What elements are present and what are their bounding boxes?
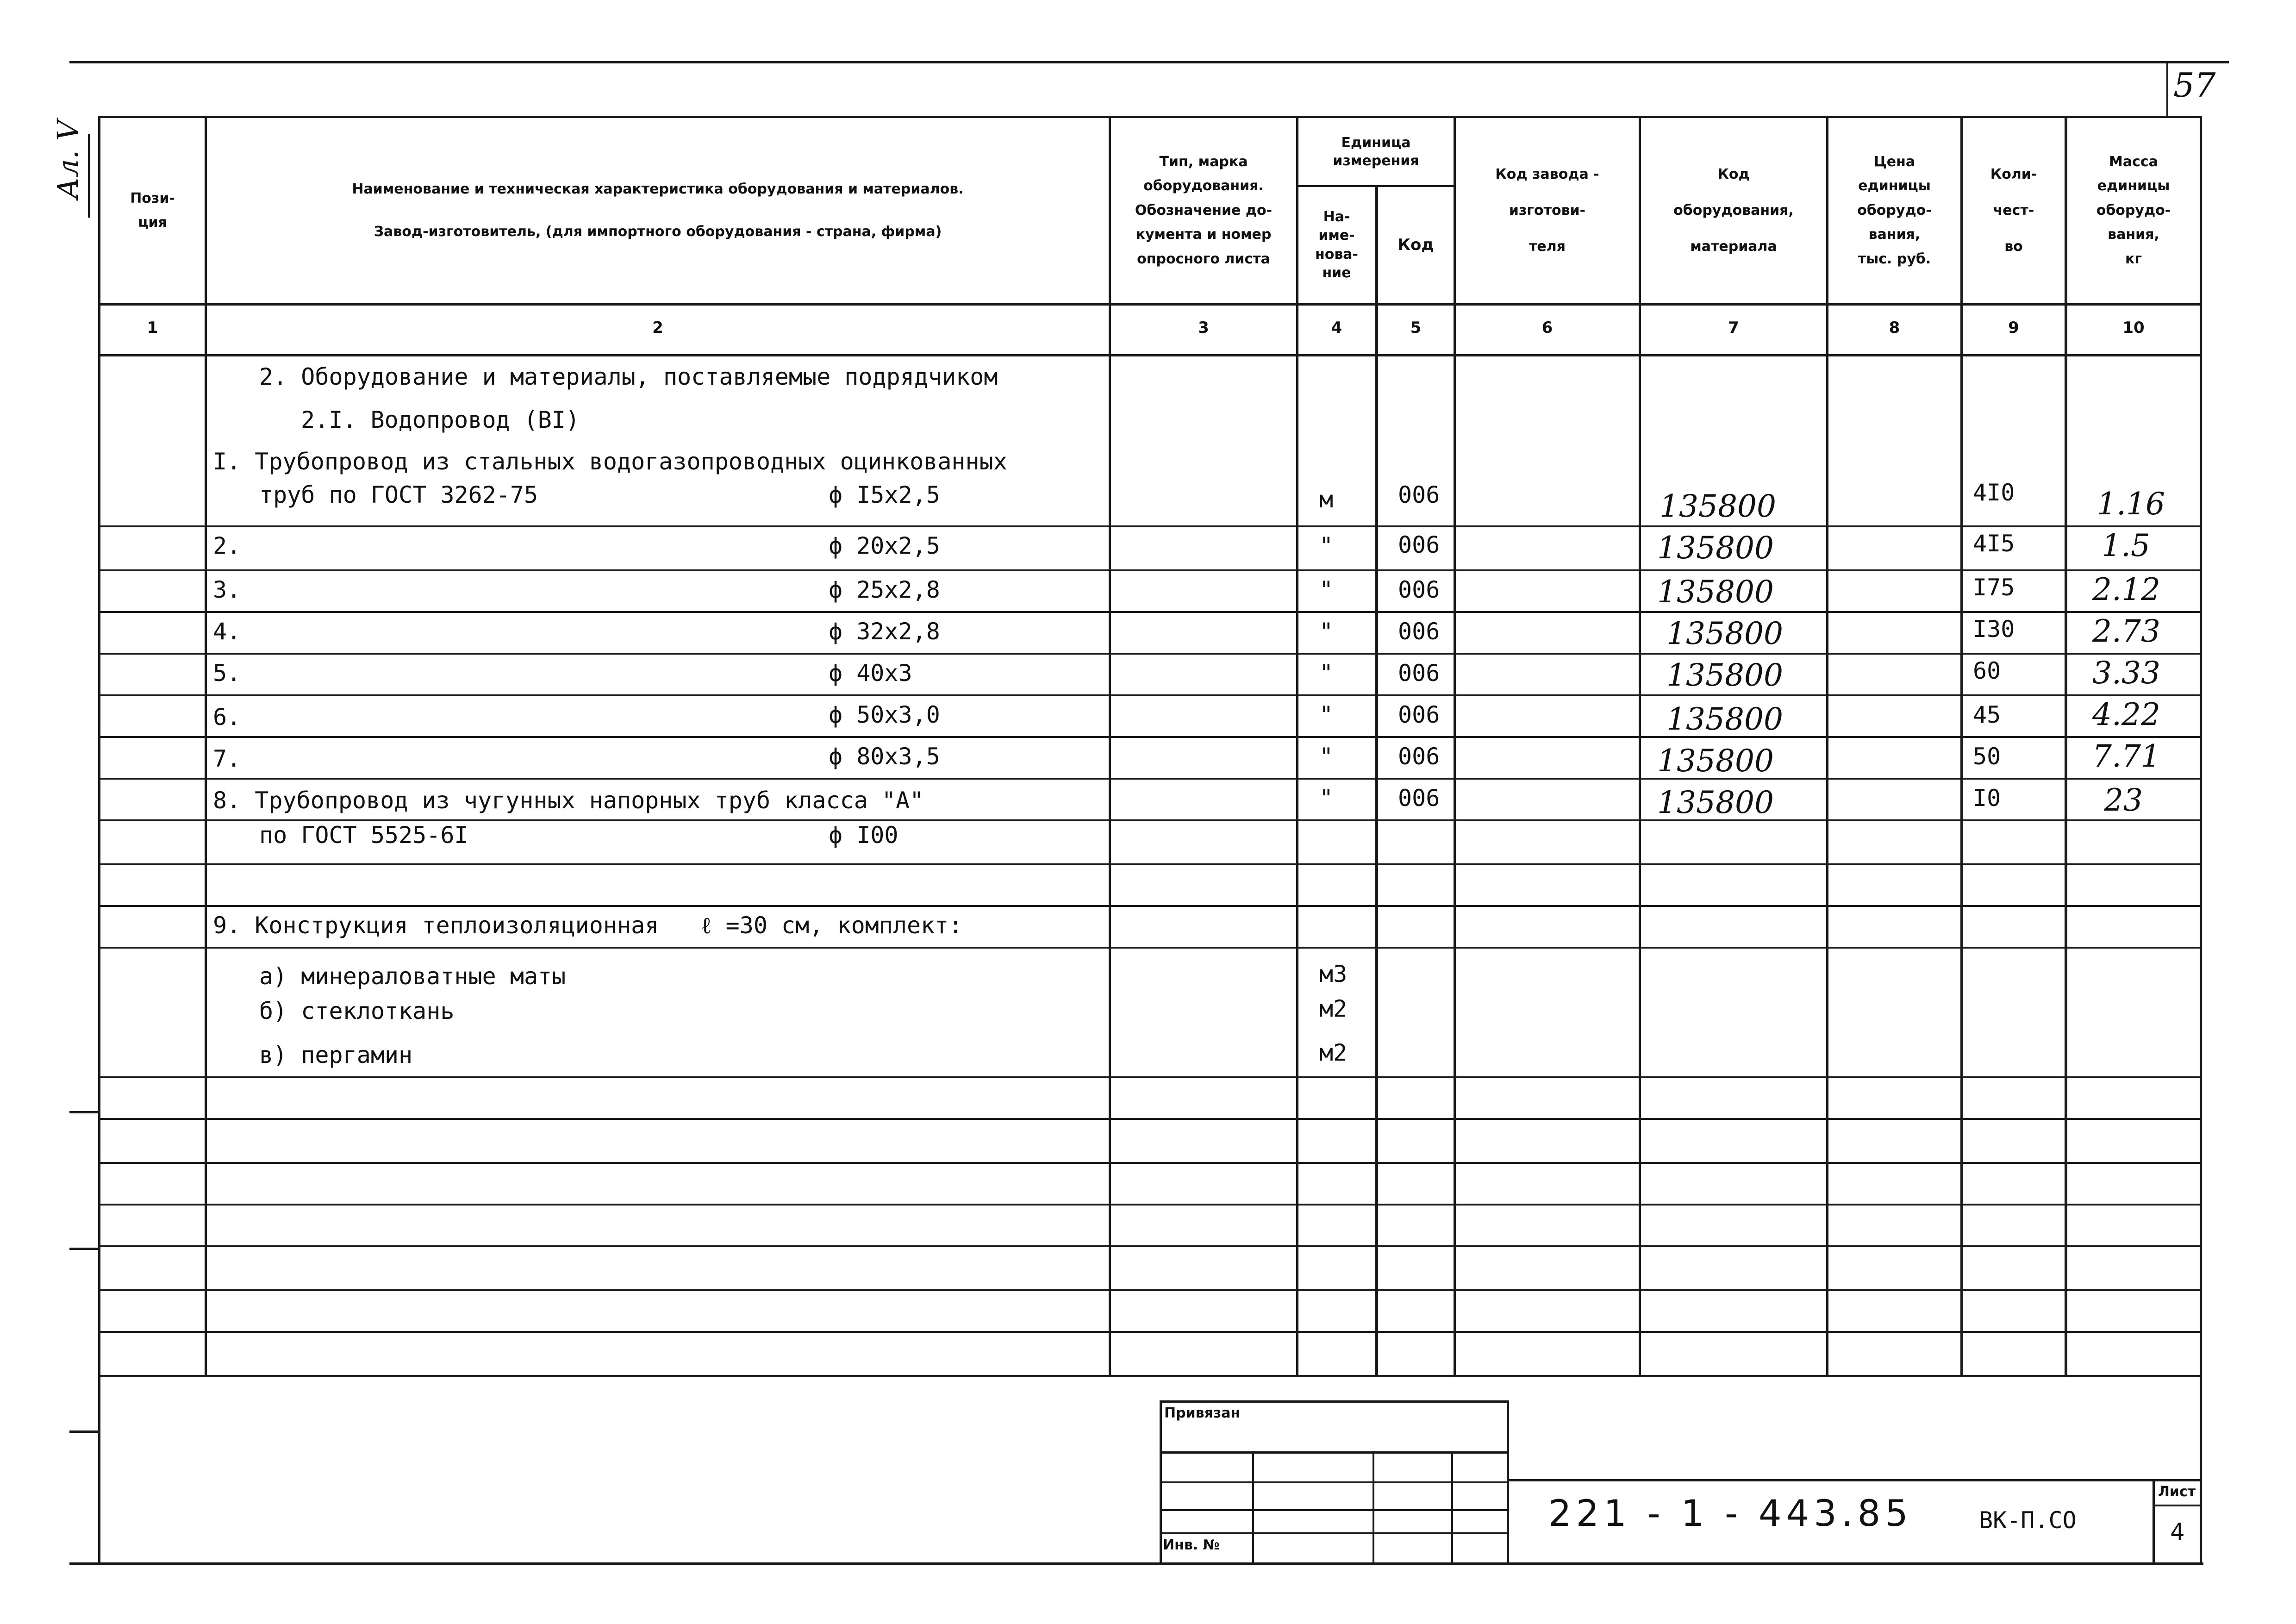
sheet-label: Лист <box>2158 1484 2196 1500</box>
row-line <box>98 1204 2202 1206</box>
header-bottom-rule <box>98 303 2202 306</box>
row-line <box>98 819 2202 821</box>
column-number: 3 <box>1198 319 1209 337</box>
row-name: труб по ГОСТ 3262-75 <box>259 481 538 508</box>
corner-box-left <box>2166 63 2168 116</box>
header-quantity: Коли- чест- во <box>1990 166 2037 255</box>
side-note: Ал. V <box>51 120 85 199</box>
row-code: 006 <box>1398 743 1440 770</box>
stamp-line <box>1160 1481 1509 1483</box>
header-name-line2: Завод-изготовитель, (для импортного оборудования - страна, фирма) <box>374 224 942 240</box>
col-line <box>1960 116 1963 1377</box>
row-line <box>98 569 2202 571</box>
row-unit: " <box>1319 785 1334 812</box>
header-factory-code: Код завода - изготови- теля <box>1495 166 1599 255</box>
row-line <box>98 1076 2202 1078</box>
row-quantity: 4I0 <box>1973 479 2015 506</box>
column-number: 10 <box>2122 319 2145 337</box>
row-unit: " <box>1319 701 1334 728</box>
col-line <box>2065 116 2067 1377</box>
table-bottom-rule <box>98 1375 2202 1377</box>
row-line <box>98 778 2202 780</box>
side-note-underline <box>88 134 90 218</box>
top-rule <box>69 61 2229 63</box>
row-quantity: 60 <box>1973 657 2001 684</box>
row-dimension: ϕ 25x2,8 <box>829 576 940 603</box>
row-line <box>98 1118 2202 1120</box>
row-material-code: 135800 <box>1666 701 1783 737</box>
stamp-line <box>1160 1400 1509 1403</box>
header-price: Цена единицы оборудо- вания, тыс. руб. <box>1857 153 1932 267</box>
row-dimension: ϕ 80x3,5 <box>829 743 940 770</box>
row-mass: 23 <box>2104 782 2143 818</box>
doc-code: ВК-П.СО <box>1979 1507 2077 1534</box>
row-name: 5. <box>213 660 241 687</box>
row-mass: 7.71 <box>2092 738 2160 774</box>
stamp-linked-label: Привязан <box>1164 1405 1241 1421</box>
stamp-line <box>2152 1479 2155 1565</box>
col-line <box>1375 185 1378 1377</box>
col-line <box>1296 116 1298 1377</box>
doc-number: 221 - 1 - 443.85 <box>1548 1493 1913 1535</box>
stamp-line <box>1160 1532 1509 1534</box>
sheet-value: 4 <box>2170 1518 2185 1546</box>
row-mass: 1.5 <box>2102 528 2150 563</box>
column-number: 6 <box>1541 319 1553 337</box>
row-quantity: 50 <box>1973 743 2001 770</box>
col-line <box>1639 116 1641 1377</box>
header-position: Пози- ция <box>130 190 175 231</box>
header-name-line1: Наименование и техническая характеристика оборудования и материалов. <box>352 181 964 197</box>
row-unit: м3 <box>1319 961 1348 987</box>
row-dimension: ϕ 20x2,5 <box>829 532 940 559</box>
row-code: 006 <box>1398 618 1440 645</box>
stamp-line <box>1160 1509 1509 1511</box>
row-dimension: ϕ 40x3 <box>829 660 912 687</box>
row-name: 6. <box>213 704 241 731</box>
col-line <box>1826 116 1828 1377</box>
row-code: 006 <box>1398 576 1440 603</box>
row-name: 2. Оборудование и материалы, поставляемые подрядчиком <box>259 363 998 390</box>
row-name: 8. Трубопровод из чугунных напорных труб класса "А" <box>213 787 924 814</box>
row-line <box>98 653 2202 655</box>
column-number: 2 <box>652 319 663 337</box>
row-unit: м2 <box>1319 1039 1348 1066</box>
stamp-line <box>1451 1451 1453 1562</box>
header-unit-code: Код <box>1398 235 1434 254</box>
row-code: 006 <box>1398 531 1440 558</box>
row-name: в) пергамин <box>259 1042 413 1068</box>
row-dimension: ϕ I00 <box>829 822 898 849</box>
column-number: 5 <box>1410 319 1422 337</box>
row-name: а) минераловатные маты <box>259 963 566 990</box>
row-material-code: 135800 <box>1657 574 1774 610</box>
row-name: 7. <box>213 745 241 772</box>
row-unit: м2 <box>1319 995 1348 1022</box>
row-unit: м <box>1319 486 1334 513</box>
colnum-bottom-rule <box>98 354 2202 356</box>
header-type: Тип, марка оборудования. Обозначение до- кумента и номер опросного листа <box>1135 153 1273 267</box>
row-material-code: 135800 <box>1657 743 1774 779</box>
row-name: 2.I. Водопровод (BI) <box>301 406 580 433</box>
row-material-code: 135800 <box>1657 785 1774 820</box>
row-line <box>98 1162 2202 1164</box>
row-line <box>98 1331 2202 1333</box>
row-quantity: 45 <box>1973 701 2001 728</box>
row-quantity: 4I5 <box>1973 530 2015 557</box>
row-name: 4. <box>213 618 241 645</box>
row-quantity: I30 <box>1973 616 2015 643</box>
stamp-line <box>1160 1451 1509 1454</box>
row-material-code: 135800 <box>1666 616 1783 651</box>
row-line <box>98 863 2202 865</box>
row-dimension: ϕ I5x2,5 <box>829 481 940 508</box>
column-number: 8 <box>1889 319 1900 337</box>
row-name: по ГОСТ 5525-6I <box>259 822 468 849</box>
row-line <box>98 525 2202 527</box>
column-number: 1 <box>147 319 158 337</box>
header-mass: Масса единицы оборудо- вания, кг <box>2096 153 2171 267</box>
margin-tick <box>69 1248 100 1250</box>
row-material-code: 135800 <box>1657 530 1774 566</box>
header-material-code: Код оборудования, материала <box>1673 166 1794 255</box>
col-line <box>1109 116 1111 1377</box>
row-name: 2. <box>213 532 241 559</box>
row-name: 3. <box>213 576 241 603</box>
row-line <box>98 1289 2202 1291</box>
header-name <box>207 118 1109 303</box>
row-name: 9. Конструкция теплоизоляционная ℓ =30 см, комплект: <box>213 912 963 939</box>
stamp-line <box>1373 1451 1374 1562</box>
row-mass: 2.73 <box>2092 613 2160 649</box>
row-unit: " <box>1319 660 1334 687</box>
row-line <box>98 694 2202 696</box>
row-quantity: I75 <box>1973 574 2015 601</box>
row-name: б) стеклоткань <box>259 998 455 1024</box>
margin-tick <box>69 1430 100 1433</box>
row-mass: 4.22 <box>2092 697 2160 732</box>
stamp-line <box>1507 1479 2201 1481</box>
row-line <box>98 736 2202 738</box>
corner-sheet-number: 57 <box>2173 66 2216 105</box>
row-code: 006 <box>1398 481 1440 508</box>
margin-tick <box>69 1111 100 1113</box>
row-mass: 3.33 <box>2092 655 2160 691</box>
row-code: 006 <box>1398 660 1440 687</box>
header-unit-name: На- име- нова- ние <box>1315 208 1359 281</box>
row-dimension: ϕ 32x2,8 <box>829 618 940 645</box>
row-material-code: 135800 <box>1660 488 1776 524</box>
row-mass: 2.12 <box>2092 572 2160 607</box>
row-code: 006 <box>1398 785 1440 812</box>
row-line <box>98 947 2202 949</box>
row-dimension: ϕ 50x3,0 <box>829 701 940 728</box>
column-number: 9 <box>2008 319 2019 337</box>
col-line <box>205 116 207 1377</box>
row-unit: " <box>1319 618 1334 645</box>
row-unit: " <box>1319 576 1334 603</box>
frame-bottom <box>69 1562 2203 1565</box>
header-unit-group: Единица измерения <box>1333 134 1419 169</box>
row-name: I. Трубопровод из стальных водогазопроводных оцинкованных <box>213 448 1007 475</box>
stamp-line <box>1252 1451 1254 1562</box>
column-number: 7 <box>1728 319 1739 337</box>
row-unit: " <box>1319 532 1334 559</box>
stamp-inv-label: Инв. № <box>1163 1537 1220 1553</box>
column-number: 4 <box>1331 319 1342 337</box>
row-line <box>98 1245 2202 1247</box>
frame-right <box>2200 116 2202 1565</box>
row-mass: 1.16 <box>2097 486 2165 522</box>
stamp-line <box>2152 1505 2201 1506</box>
row-material-code: 135800 <box>1666 657 1783 693</box>
row-quantity: I0 <box>1973 785 2001 812</box>
row-line <box>98 905 2202 907</box>
col-line <box>1454 116 1456 1377</box>
row-code: 006 <box>1398 701 1440 728</box>
row-line <box>98 611 2202 613</box>
row-unit: " <box>1319 743 1334 770</box>
